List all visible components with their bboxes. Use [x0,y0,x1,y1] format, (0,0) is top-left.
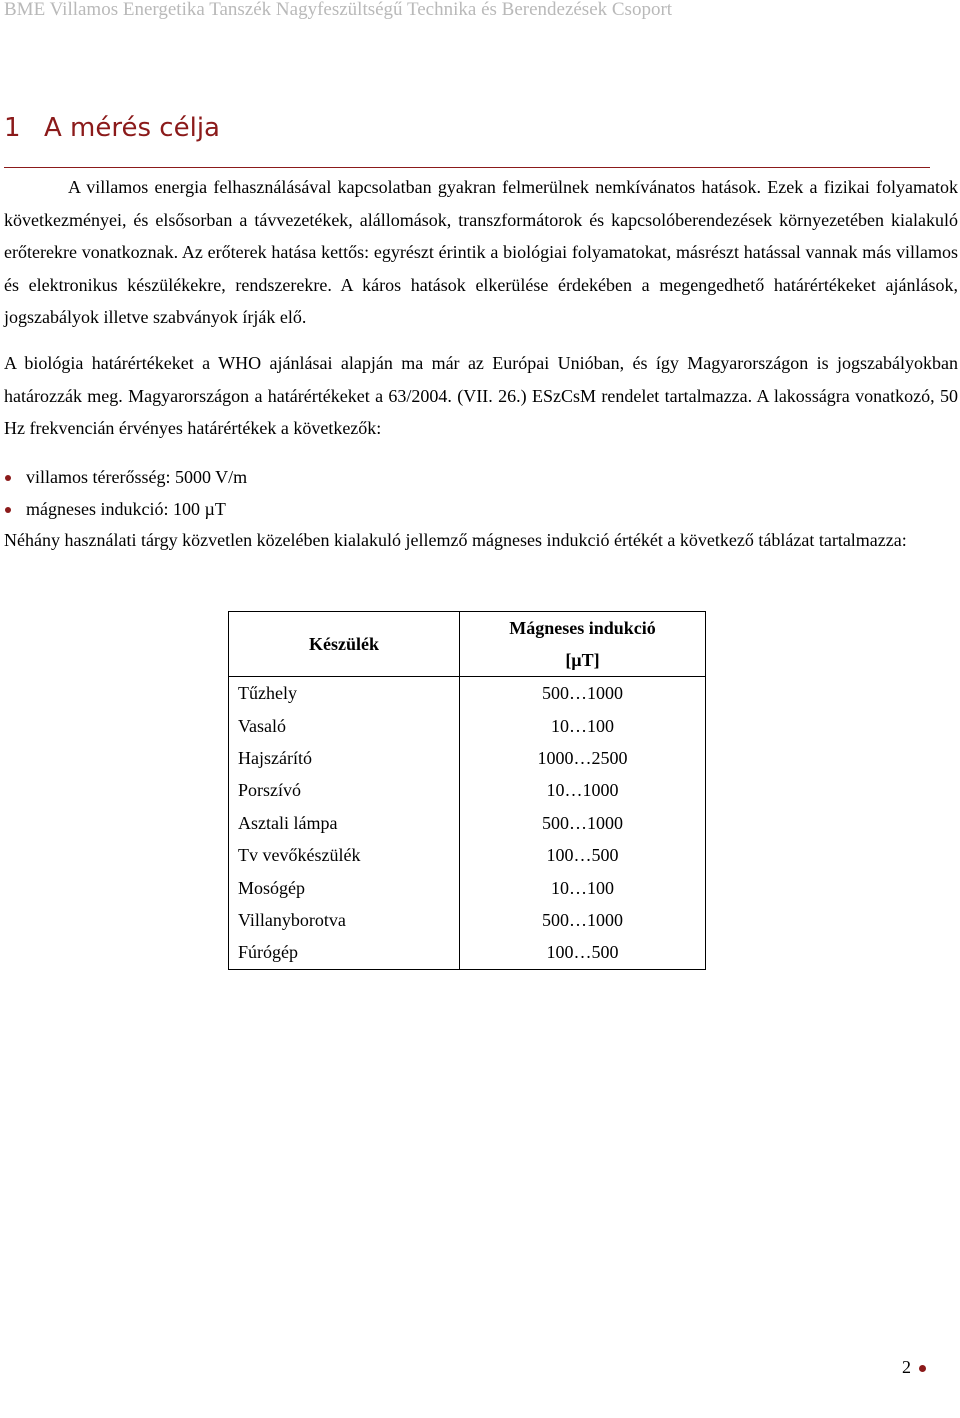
induction-header-unit: [µT] [565,650,600,670]
value-cell: 100…500 [460,839,706,871]
value-cell: 10…100 [460,709,706,741]
intro-paragraph: A villamos energia felhasználásával kapcsolatban gyakran felmerülnek nemkívánatos hatások. Ezek a fizikai folyamatok következményei, és elsősorban a távvezetékek, alállomások, transzformátorok és kapcsolóberendezések környezetében kialakuló erőterekre vonatkoznak. Az erőterek hatása kettős: egyrészt érintik a biológiai folyamatokat, másrészt hatással vannak más villamos és elektronikus készülékekre, rendszerekre. A káros hatások elkerülése érdekében a megengedhető határértékeket ajánlások, jogszabályok illetve szabványok írják elő. [4,177,958,327]
value-cell: 500…1000 [460,677,706,710]
value-cell: 500…1000 [460,807,706,839]
value-cell: 500…1000 [460,904,706,936]
device-cell: Fúrógép [229,936,460,969]
table-row [229,936,706,969]
table-row [229,774,706,806]
value-cell: 1000…2500 [460,742,706,774]
table-row [229,904,706,936]
table-row [229,839,706,871]
limits-list [4,461,247,525]
list-item [4,493,247,525]
value-cell: 10…100 [460,871,706,903]
section-heading [4,113,220,143]
value-cell: 100…500 [460,936,706,969]
table-row [229,807,706,839]
device-cell: Vasaló [229,709,460,741]
bullet-icon [5,507,11,513]
induction-column-header [460,612,706,677]
device-cell: Hajszárító [229,742,460,774]
table-row [229,871,706,903]
device-cell: Tv vevőkészülék [229,839,460,871]
page-number-dot-icon [919,1365,926,1372]
induction-table [228,611,706,970]
device-cell: Porszívó [229,774,460,806]
page-header: BME Villamos Energetika Tanszék Nagyfeszültségű Technika és Berendezések Csoport [4,0,673,20]
page-number: 2 [902,1357,911,1377]
device-cell: Mosógép [229,871,460,903]
table-header-row [229,612,706,677]
section-title: A mérés célja [44,113,220,143]
list-item [4,461,247,493]
limits-paragraph: A biológia határértékeket a WHO ajánlásai alapján ma már az Európai Unióban, és így Magyarországon is jogszabályokban határozzák meg. Magyarországon a határértékeket a 63/2004. (VII. 26.) ESzCsM rendelet tartalmazza. A lakosságra vonatkozó, 50 Hz frekvencián érvényes határértékek a következők: [4,353,958,438]
list-item-text: villamos térerősség: 5000 V/m [26,467,248,487]
section-number: 1 [4,113,21,143]
table-row [229,742,706,774]
device-cell: Villanyborotva [229,904,460,936]
device-column-header: Készülék [229,612,460,677]
table-row [229,677,706,710]
table-row [229,709,706,741]
device-cell: Tűzhely [229,677,460,710]
list-item-text: mágneses indukció: 100 µT [26,499,226,519]
heading-divider [4,167,930,168]
bullet-icon [5,475,11,481]
device-cell: Asztali lámpa [229,807,460,839]
induction-header-label: Mágneses indukció [509,618,656,638]
table-intro-paragraph: Néhány használati tárgy közvetlen közelében kialakuló jellemző mágneses indukció értékét a következő táblázat tartalmazza: [4,530,907,550]
value-cell: 10…1000 [460,774,706,806]
